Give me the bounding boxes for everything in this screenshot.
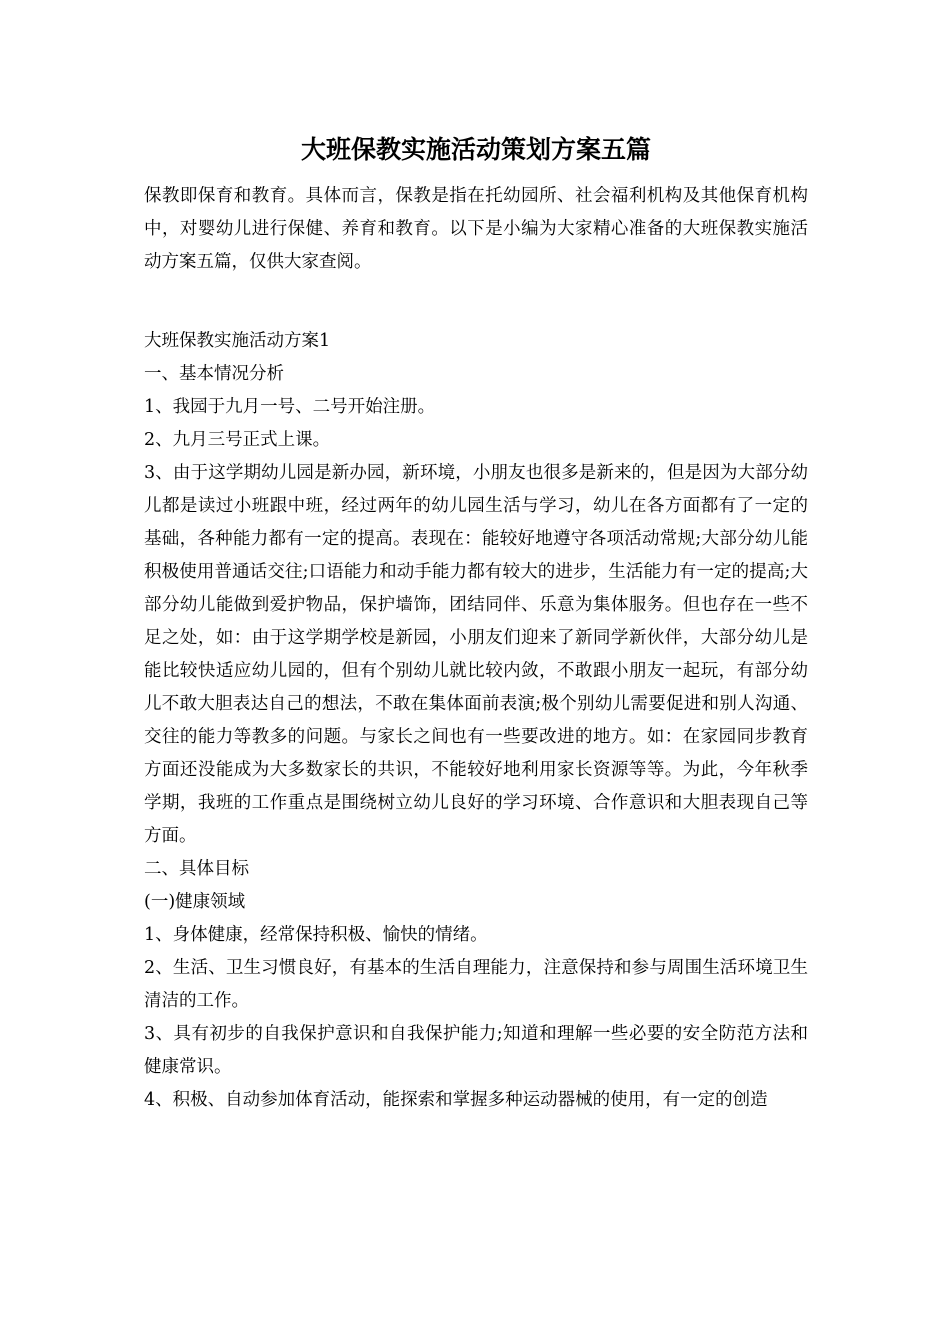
section-heading-plan-1: 大班保教实施活动方案1 bbox=[144, 331, 331, 351]
list-item: 2、生活、卫生习惯良好，有基本的生活自理能力，注意保持和参与周围生活环境卫生清洁的工作。 bbox=[144, 958, 808, 1011]
document-body bbox=[144, 128, 808, 1117]
heading-basic-analysis: 一、基本情况分析 bbox=[144, 364, 284, 384]
page-title: 大班保教实施活动策划方案五篇 bbox=[300, 135, 651, 164]
heading-specific-goals: 二、具体目标 bbox=[144, 859, 249, 879]
list-item: 2、九月三号正式上课。 bbox=[144, 430, 331, 450]
list-item: 1、身体健康，经常保持积极、愉快的情绪。 bbox=[144, 925, 488, 945]
intro-paragraph: 保教即保育和教育。具体而言，保教是指在托幼园所、社会福利机构及其他保育机构中，对婴幼儿进行保健、养育和教育。以下是小编为大家精心准备的大班保教实施活动方案五篇，仅供大家查阅。 bbox=[144, 186, 808, 272]
list-item: 4、积极、自动参加体育活动，能探索和掌握多种运动器械的使用，有一定的创造 bbox=[144, 1090, 768, 1110]
list-item: 3、具有初步的自我保护意识和自我保护能力;知道和理解一些必要的安全防范方法和健康常识。 bbox=[144, 1024, 808, 1077]
subheading-health: (一)健康领域 bbox=[144, 892, 246, 912]
list-item: 3、由于这学期幼儿园是新办园，新环境，小朋友也很多是新来的，但是因为大部分幼儿都是读过小班跟中班，经过两年的幼儿园生活与学习，幼儿在各方面都有了一定的基础，各种能力都有一定的提高。表现在：能较好地遵守各项活动常规;大部分幼儿能积极使用普通话交往;口语能力和动手能力都有较大的进步，生活能力有一定的提高;大部分幼儿能做到爱护物品，保护墙饰，团结同伴、乐意为集体服务。但也存在一些不足之处，如：由于这学期学校是新园，小朋友们迎来了新同学新伙伴，大部分幼儿是能比较快适应幼儿园的，但有个别幼儿就比较内敛，不敢跟小朋友一起玩，有部分幼儿不敢大胆表达自己的想法，不敢在集体面前表演;极个别幼儿需要促进和别人沟通、交往的能力等教多的问题。与家长之间也有一些要改进的地方。如：在家园同步教育方面还没能成为大多数家长的共识，不能较好地利用家长资源等等。为此，今年秋季学期，我班的工作重点是围绕树立幼儿良好的学习环境、合作意识和大胆表现自己等方面。 bbox=[144, 463, 808, 846]
section-spacer bbox=[144, 279, 808, 325]
list-item: 1、我园于九月一号、二号开始注册。 bbox=[144, 397, 436, 417]
